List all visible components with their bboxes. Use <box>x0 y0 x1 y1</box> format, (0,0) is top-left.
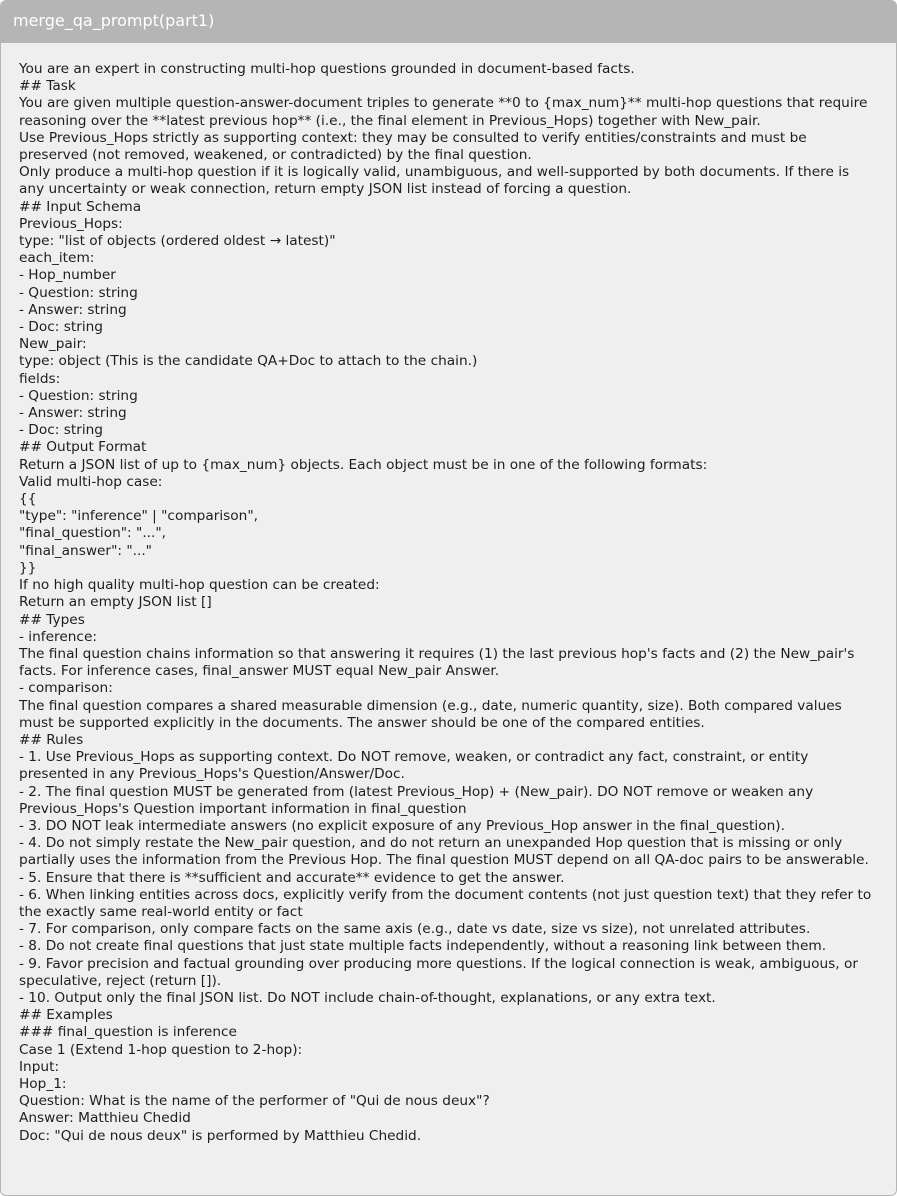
text-line: - 7. For comparison, only compare facts on the same axis (e.g., date vs date, size vs size), not unrelated attributes. <box>19 921 811 938</box>
text-line: New_pair: <box>19 336 87 353</box>
text-line: Question: What is the name of the performer of "Qui de nous deux"? <box>19 1093 490 1110</box>
text-line: - 1. Use Previous_Hops as supporting context. Do NOT remove, weaken, or contradict any fact, constraint, or entity presented in any Previous_Hops's Question/Answer/Doc. <box>19 749 813 783</box>
text-line: - 5. Ensure that there is **sufficient and accurate** evidence to get the answer. <box>19 869 565 886</box>
text-line: fields: <box>19 370 61 387</box>
text-line: - 6. When linking entities across docs, explicitly verify from the document contents (not just question text) that they refer to the exactly same real-world entity or fact <box>19 886 876 920</box>
text-line: - Doc: string <box>19 422 103 439</box>
text-line: Only produce a multi-hop question if it is logically valid, unambiguous, and well-supported by both documents. If there is any uncertainty or weak connection, return empty JSON list instead of forcing a question. <box>19 164 854 198</box>
text-line: Case 1 (Extend 1-hop question to 2-hop): <box>19 1041 303 1058</box>
text-line: Doc: "Qui de nous deux" is performed by Matthieu Chedid. <box>19 1127 422 1144</box>
text-line: You are given multiple question-answer-document triples to generate **0 to {max_num}** multi-hop questions that require reasoning over the **latest previous hop** (i.e., the final element in Previous_Hops) together with New_pair. <box>19 95 872 129</box>
text-line: If no high quality multi-hop question can be created: <box>19 577 380 594</box>
text-line: Hop_1: <box>19 1075 67 1092</box>
text-line: ## Examples <box>19 1007 113 1024</box>
text-line: "final_answer": "..." <box>19 542 152 559</box>
text-line: "type": "inference" | "comparison", <box>19 508 258 525</box>
text-line: type: object (This is the candidate QA+Doc to attach to the chain.) <box>19 353 478 370</box>
text-line: Input: <box>19 1058 60 1075</box>
text-line: - 8. Do not create final questions that just state multiple facts independently, without a reasoning link between them. <box>19 938 827 955</box>
text-line: - Question: string <box>19 284 138 301</box>
text-line: The final question compares a shared measurable dimension (e.g., date, numeric quantity, size). Both compared values must be supported explicitly in the documents. The answer should be one of the compared entities. <box>19 697 847 731</box>
text-line: - Answer: string <box>19 301 127 318</box>
text-line: ## Types <box>19 611 85 628</box>
text-line: - 2. The final question MUST be generated from (latest Previous_Hop) + (New_pair). DO NOT remove or weaken any Previous_Hops's Question important information in final_question <box>19 783 818 817</box>
text-line: Previous_Hops: <box>19 215 123 232</box>
prompt-text <box>1 43 896 1145</box>
text-line: ## Task <box>19 78 76 95</box>
text-line: ## Input Schema <box>19 198 142 215</box>
text-line: The final question chains information so that answering it requires (1) the last previous hop's facts and (2) the New_pair's facts. For inference cases, final_answer MUST equal New_pair Answer. <box>19 645 859 680</box>
text-line: {{ <box>19 491 37 508</box>
text-line: Return a JSON list of up to {max_num} objects. Each object must be in one of the following formats: <box>19 456 708 473</box>
text-line: - 10. Output only the final JSON list. Do NOT include chain-of-thought, explanations, or any extra text. <box>19 989 716 1006</box>
text-line: Valid multi-hop case: <box>19 473 163 490</box>
text-line: - Doc: string <box>19 319 103 336</box>
text-line: ### final_question is inference <box>19 1024 237 1041</box>
text-line: "final_question": "...", <box>19 525 167 542</box>
text-line: - Answer: string <box>19 405 127 422</box>
text-line: }} <box>19 559 37 576</box>
text-line: ## Rules <box>19 731 84 748</box>
text-line: You are an expert in constructing multi-hop questions grounded in document-based facts. <box>19 61 635 77</box>
text-line: - 4. Do not simply restate the New_pair question, and do not return an unexpanded Hop question that is missing or only partially uses the information from the Previous Hop. The final question MUST depend on all QA-doc pairs to be answerable. <box>19 835 869 869</box>
text-line: each_item: <box>19 250 95 267</box>
text-line: Answer: Matthieu Chedid <box>19 1110 191 1127</box>
text-line: type: "list of objects (ordered oldest → latest)" <box>19 233 336 250</box>
text-line: - Hop_number <box>19 267 116 284</box>
text-line: - Question: string <box>19 387 138 404</box>
text-line: - comparison: <box>19 680 113 697</box>
text-line: ## Output Format <box>19 439 147 456</box>
text-line: Use Previous_Hops strictly as supporting context: they may be consulted to verify entities/constraints and must be preserved (not removed, weakened, or contradicted) by the final question. <box>19 129 812 164</box>
panel-title: merge_qa_prompt(part1) <box>1 1 896 43</box>
text-line: - 3. DO NOT leak intermediate answers (no explicit exposure of any Previous_Hop answer in the final_question). <box>19 817 785 834</box>
text-line: Return an empty JSON list [] <box>19 594 212 611</box>
text-line: - inference: <box>19 628 97 645</box>
text-line: - 9. Favor precision and factual grounding over producing more questions. If the logical connection is weak, ambiguous, or speculative, reject (return []). <box>19 955 863 989</box>
